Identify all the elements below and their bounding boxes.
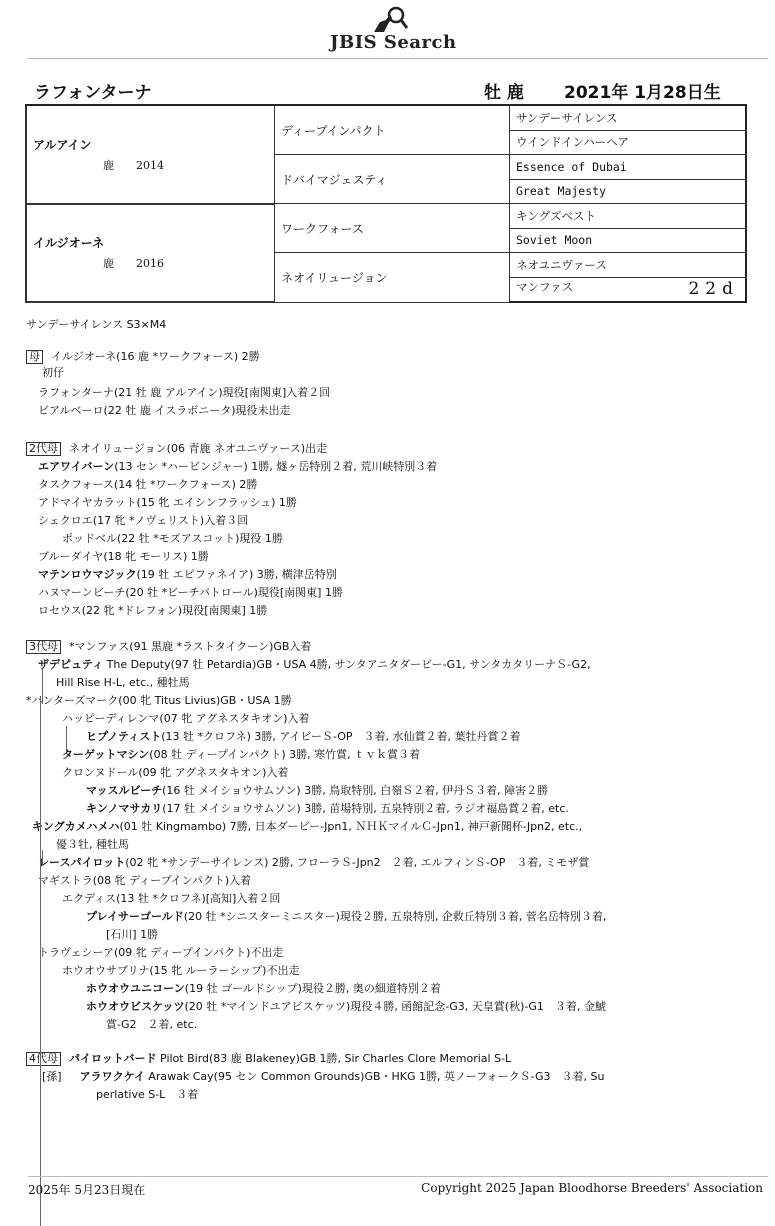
family-line (38, 458, 437, 474)
line-text: (19 牡 ゴールドシップ)現役２勝, 奥の細道特別２着 (184, 982, 441, 995)
sire-cell[interactable] (26, 105, 275, 204)
family-line (38, 402, 291, 418)
winner-name[interactable]: ヒプノティスト (86, 730, 162, 743)
family-line (86, 980, 441, 996)
grandchild-prefix: [孫] (42, 1070, 62, 1083)
line-text: ラフォンターナ(21 牡 鹿 アルアイン)現役[南関東]入着２回 (38, 386, 331, 399)
horse-birth: 2021年 1月28日生 (564, 83, 721, 103)
family-line (38, 854, 589, 870)
line-text: Arawak Cay(95 セン Common Grounds)GB・HKG 1勝, 英ノーフォークＳ-G3 ３着, Su (144, 1070, 605, 1083)
gen3-cell[interactable]: サンデーサイレンス (510, 105, 747, 130)
line-text: ビアルベーロ(22 牡 鹿 イスラボニータ)現役未出走 (38, 404, 291, 417)
sire-color-year: 鹿 2014 (103, 158, 164, 172)
generation-label: 2代母 (26, 442, 61, 456)
line-text: マギストラ(08 牝 ディープインパクト)入着 (38, 874, 252, 887)
gen2-cell[interactable]: ドバイマジェスティ (275, 155, 510, 204)
generation-label: 4代母 (26, 1052, 61, 1066)
gen2-cell[interactable]: ネオイリュージョン (275, 253, 510, 303)
gen3-cell[interactable]: ウインドインハーヘア (510, 130, 747, 155)
family-line (106, 926, 158, 942)
family-line (86, 728, 521, 744)
line-text: ホウオウサブリナ(15 牝 ルーラーシップ)不出走 (62, 964, 300, 977)
winner-name[interactable]: パイロットバード (69, 1052, 157, 1065)
line-text: (19 牡 エピファネイア) 3勝, 横津岳特別 (136, 568, 337, 581)
line-text: (02 牝 *サンデーサイレンス) 2勝, フローラＳ-Jpn2 ２着, エルフィンＳ-OP ３着, ミモザ賞 (125, 856, 590, 869)
line-text: 賞-G2 ２着, etc. (106, 1018, 198, 1031)
line-text: (17 牡 メイショウサムソン) 3勝, 苗場特別, 五泉特別２着, ラジオ福島賞２着, etc. (162, 802, 569, 815)
line-text: ブルーダイヤ(18 牝 モーリス) 1勝 (38, 550, 209, 563)
family-line (86, 998, 606, 1014)
family-line (38, 656, 591, 672)
family-line (86, 782, 548, 798)
line-text: Hill Rise H-L, etc., 種牡馬 (56, 676, 190, 689)
winner-name[interactable]: キングカメハメハ (32, 820, 120, 833)
line-text: アドマイヤカラット(15 牝 エイシンフラッシュ) 1勝 (38, 496, 297, 509)
inbreed-note: サンデーサイレンス S3×M4 (26, 318, 167, 331)
section-heading-line (26, 638, 311, 654)
gen2-cell[interactable]: ワークフォース (275, 204, 510, 253)
footer-date: 2025年 5月23日現在 (28, 1183, 146, 1197)
line-text: perlative S-L ３着 (96, 1088, 199, 1101)
line-text: ポッドベル(22 牡 *モズアスコット)現役 1勝 (62, 532, 283, 545)
generation-label: 3代母 (26, 640, 61, 654)
tree-line (42, 850, 43, 866)
dam-name: イルジオーネ (33, 236, 105, 251)
section-heading-line (26, 440, 327, 456)
winner-name[interactable]: キンノマサカリ (86, 802, 163, 815)
family-line (62, 710, 310, 726)
family-line (38, 548, 209, 564)
line-text: ネオイリュージョン(06 青鹿 ネオユニヴァース)出走 (69, 442, 328, 455)
gen3-cell[interactable]: Soviet Moon (510, 228, 747, 253)
line-text: ロセウス(22 牝 *ドレフォン)現役[南関東] 1勝 (38, 604, 268, 617)
winner-name[interactable]: マッスルビーチ (86, 784, 163, 797)
pedigree-table (25, 104, 747, 303)
winner-name[interactable]: プレイサーゴールド (86, 910, 184, 923)
gen3-cell[interactable]: キングズベスト (510, 204, 747, 229)
section-heading-line (26, 1050, 511, 1066)
family-line (38, 494, 297, 510)
winner-name[interactable]: ホウオウビスケッツ (86, 1000, 185, 1013)
family-line (62, 962, 299, 978)
jbis-logo[interactable] (0, 2, 775, 54)
dam-cell[interactable] (26, 204, 275, 303)
family-line (38, 566, 337, 582)
winner-name[interactable]: エアワイバーン (38, 460, 115, 473)
horse-title (34, 78, 754, 102)
line-text: (01 牡 Kingmambo) 7勝, 日本ダービー-Jpn1, ＮＨＫマイルＣ-Jpn1, 神戸新聞杯-Jpn2, etc., (119, 820, 583, 833)
gen3-cell[interactable]: ネオユニヴァース (510, 253, 747, 278)
line-text: *マンファス(91 黒鹿 *ラストタイクーン)GB入着 (69, 640, 312, 653)
horse-sex-color: 牡 鹿 (484, 83, 524, 103)
family-line (62, 746, 420, 762)
gen3-name: マンファス (516, 280, 574, 295)
winner-name[interactable]: ホウオウユニコーン (86, 982, 185, 995)
family-line (38, 512, 248, 528)
family-line (38, 584, 343, 600)
line-text: 優３牡, 種牡馬 (56, 838, 129, 851)
dam-color-year: 鹿 2016 (103, 257, 164, 271)
gen2-cell[interactable]: ディープインパクト (275, 105, 510, 155)
family-line (38, 872, 251, 888)
family-line (38, 944, 283, 960)
family-line (86, 800, 569, 816)
family-line (56, 674, 190, 690)
line-text: *ハンターズマーク(00 牝 Titus Livius)GB・USA 1勝 (26, 694, 292, 707)
family-line (42, 1068, 604, 1084)
tree-line (42, 668, 43, 704)
line-text: Pilot Bird(83 鹿 Blakeney)GB 1勝, Sir Charles Clore Memorial S-L (156, 1052, 512, 1065)
generation-label: 母 (26, 350, 43, 364)
gen3-cell[interactable]: Essence of Dubai (510, 155, 747, 180)
family-line (62, 530, 283, 546)
horse-name: ラフォンターナ (34, 83, 152, 103)
line-text: (08 牡 ディープインパクト) 3勝, 寒竹賞, ｔｖｋ賞３着 (149, 748, 421, 761)
family-line (62, 890, 280, 906)
winner-name[interactable]: マテンロウマジック (38, 568, 137, 581)
line-text: タスクフォース(14 牡 *ワークフォース) 2勝 (38, 478, 258, 491)
winner-name[interactable]: アラワクケイ (79, 1070, 145, 1083)
winner-name[interactable]: ターゲットマシン (62, 748, 150, 761)
line-text: ハッピーディレンマ(07 牝 アグネスタキオン)入着 (62, 712, 310, 725)
family-line (86, 908, 606, 924)
family-line (38, 602, 267, 618)
winner-name[interactable]: レースパイロット (38, 856, 126, 869)
line-text: エクディス(13 牡 *クロフネ)[高知]入着２回 (62, 892, 281, 905)
family-line (38, 384, 330, 400)
family-line (96, 1086, 198, 1102)
tree-line (40, 918, 41, 966)
line-text: [石川] 1勝 (106, 928, 159, 941)
line-text: (20 牡 *シニスターミニスター)現役２勝, 五泉特別, 企救丘特別３着, 菅名岳特別３着, (183, 910, 607, 923)
logo-text: JBIS Search (330, 32, 457, 53)
footer-rule (28, 1176, 768, 1177)
section-heading-line (26, 348, 260, 364)
gen3-cell[interactable]: Great Majesty (510, 179, 747, 204)
line-text: イルジオーネ(16 鹿 *ワークフォース) 2勝 (51, 350, 260, 363)
family-line (26, 692, 292, 708)
family-line (106, 1016, 197, 1032)
family-line (32, 818, 582, 834)
family-line (56, 836, 129, 852)
line-text: シェクロエ(17 牝 *ノヴェリスト)入着３回 (38, 514, 249, 527)
line-text: (16 牡 メイショウサムソン) 3勝, 鳥取特別, 白嶺Ｓ２着, 伊丹Ｓ３着, 障害２勝 (162, 784, 549, 797)
family-line (38, 476, 257, 492)
sire-name: アルアイン (33, 137, 92, 152)
footer-copyright: Copyright 2025 Japan Bloodhorse Breeders' Association (421, 1181, 763, 1195)
line-text: ハヌマーンビーチ(20 牡 *ビーチパトロール)現役[南関東] 1勝 (38, 586, 343, 599)
family-line (62, 764, 288, 780)
line-text: クロンヌドール(09 牝 アグネスタキオン)入着 (62, 766, 289, 779)
tree-line (66, 726, 67, 752)
line-text: 初仔 (42, 366, 64, 379)
family-line (42, 364, 64, 380)
winner-name[interactable]: ザデピュティ (38, 658, 104, 671)
gen3-cell[interactable] (510, 277, 747, 302)
line-text: (13 牡 *クロフネ) 3勝, アイビーＳ-OP ３着, 水仙賞２着, 葉牡丹賞２着 (161, 730, 521, 743)
line-text: The Deputy(97 牡 Petardia)GB・USA 4勝, サンタアニタダービー-G1, サンタカタリーナＳ-G2, (103, 658, 591, 671)
header-rule (28, 58, 768, 59)
line-text: (13 セン *ハービンジャー) 1勝, 燧ヶ岳特別２着, 荒川峡特別３着 (114, 460, 438, 473)
family-code: 22d (688, 279, 739, 300)
line-text: (20 牡 *マインドユアビスケッツ)現役４勝, 函館記念-G3, 天皇賞(秋)-G1 ３着, 金鯱 (184, 1000, 606, 1013)
line-text: トラヴェシーア(09 牝 ディープインパクト)不出走 (38, 946, 284, 959)
